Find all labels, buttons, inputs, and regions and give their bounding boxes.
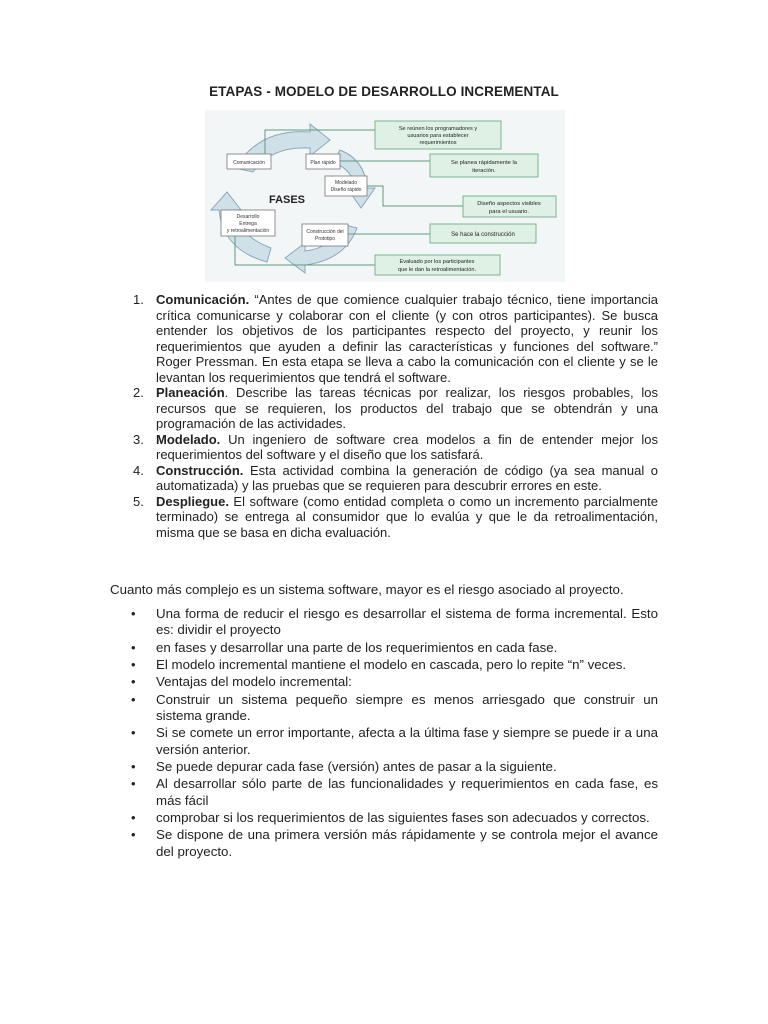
step-text: “Antes de que comience cualquier trabajo técnico, tiene importancia crítica comunicarse y colaborar con el cliente (y con otros participantes). Se busca entender los objetivos de los participantes respecto del proyecto, y reunir los requerimientos que ayuden a definir las características y funciones del software.” Roger Pressman. En esta etapa se lleva a cabo la comunicación con el cliente y se le levantan los requerimientos que tendrá el software. xyxy=(156,292,658,385)
step-text: Un ingeniero de software crea modelos a fin de entender mejor los requerimientos del software y el diseño que los satisfará. xyxy=(156,431,658,462)
bullet-text: Se dispone de una primera versión más rápidamente y se controla mejor el avance del proyecto. xyxy=(156,827,658,859)
list-item xyxy=(128,692,658,724)
bullet-text: en fases y desarrollar una parte de los requerimientos en cada fase. xyxy=(156,639,558,655)
list-item xyxy=(122,463,658,494)
phase-label: Diseño rápido xyxy=(330,187,362,193)
list-item xyxy=(128,759,658,775)
phase-label: y retroalimentación xyxy=(226,228,270,234)
note-text: para el usuario. xyxy=(489,209,529,215)
list-item xyxy=(128,776,658,808)
step-title: Modelado. xyxy=(156,431,221,447)
list-number: 2. xyxy=(133,385,144,400)
advantages-bullet-list xyxy=(128,606,658,861)
step-text: El software (como entidad completa o como un incremento parcialmente terminado) se entrega al consumidor que lo evalúa y que le da retroalimentación, misma que se basa en dicha evaluación. xyxy=(156,493,658,540)
bullet-icon: • xyxy=(131,656,136,672)
list-item xyxy=(128,640,658,656)
phase-label: Comunicación xyxy=(233,160,265,166)
note-text: Diseño aspectos visibles xyxy=(477,201,541,207)
bullet-text: comprobar si los requerimientos de las siguientes fases son adecuados y correctos. xyxy=(156,809,650,825)
step-title: Comunicación. xyxy=(156,292,250,307)
bullet-icon: • xyxy=(131,606,136,621)
list-number: 5. xyxy=(133,493,144,509)
phase-label: Prototipo xyxy=(314,236,336,242)
note-text: Evaluado por los participantes xyxy=(399,259,475,265)
bullet-icon: • xyxy=(131,758,136,774)
list-item xyxy=(128,725,658,757)
phase-label: Entrega xyxy=(239,221,257,227)
list-item xyxy=(128,606,658,638)
step-title: Construcción. xyxy=(156,462,244,478)
note-text: iteración. xyxy=(472,168,496,174)
list-item xyxy=(128,674,658,690)
incremental-model-diagram xyxy=(205,110,565,282)
bullet-text: El modelo incremental mantiene el modelo en cascada, pero lo repite “n” veces. xyxy=(156,656,627,672)
note-text: Se planea rápidamente la xyxy=(450,160,518,166)
list-item xyxy=(128,810,658,826)
list-item xyxy=(122,432,658,463)
bullet-text: Una forma de reducir el riesgo es desarrollar el sistema de forma incremental. Esto es: dividir el proyecto xyxy=(156,606,658,638)
list-item xyxy=(122,494,658,541)
phase-description-list xyxy=(122,292,658,540)
diagram-center-label: FASES xyxy=(268,194,306,206)
phase-label: Desarrollo xyxy=(236,214,260,220)
note-text: requerimientos xyxy=(419,140,457,146)
list-item xyxy=(128,827,658,859)
bullet-text: Si se comete un error importante, afecta a la última fase y siempre se puede ir a una versión anterior. xyxy=(156,725,658,757)
list-number: 3. xyxy=(133,431,144,447)
bullet-text: Se puede depurar cada fase (versión) antes de pasar a la siguiente. xyxy=(156,758,557,774)
list-item xyxy=(122,292,658,385)
bullet-icon: • xyxy=(131,776,136,792)
phase-label: Construcción del xyxy=(306,229,344,235)
note-text: que le dan la retroalimentación. xyxy=(397,267,477,273)
list-number: 4. xyxy=(133,462,144,478)
note-text: usuarios para establecer xyxy=(407,133,469,139)
phase-label: Modelado xyxy=(335,180,357,186)
intro-paragraph: Cuanto más complejo es un sistema software, mayor es el riesgo asociado al proyecto. xyxy=(110,582,624,597)
bullet-text: Al desarrollar sólo parte de las funcionalidades y requerimientos en cada fase, es más fácil xyxy=(156,776,658,808)
page-title: ETAPAS - MODELO DE DESARROLLO INCREMENTAL xyxy=(209,84,559,99)
list-number: 1. xyxy=(133,292,144,307)
bullet-icon: • xyxy=(131,691,136,707)
bullet-text: Ventajas del modelo incremental: xyxy=(156,674,352,690)
bullet-icon: • xyxy=(131,809,136,825)
step-text: . Describe las tareas técnicas por realizar, los riesgos probables, los recursos que se requieren, los productos del trabajo que se obtendrán y una programación de las actividades. xyxy=(156,385,658,431)
list-item xyxy=(122,385,658,432)
step-text: Esta actividad combina la generación de código (ya sea manual o automatizada) y las pruebas que se requieren para descubrir errores en este. xyxy=(156,462,658,493)
note-text: Se reúnen los programadores y xyxy=(398,126,478,132)
phase-label: Plan rápido xyxy=(310,160,336,166)
bullet-icon: • xyxy=(131,827,136,843)
step-title: Despliegue. xyxy=(156,493,229,509)
step-title: Planeación xyxy=(156,385,225,400)
list-item xyxy=(128,657,658,673)
bullet-text: Construir un sistema pequeño siempre es menos arriesgado que construir un sistema grande. xyxy=(156,691,658,723)
bullet-icon: • xyxy=(131,639,136,655)
bullet-icon: • xyxy=(131,725,136,741)
note-text: Se hace la construcción xyxy=(451,232,515,238)
bullet-icon: • xyxy=(131,674,136,690)
